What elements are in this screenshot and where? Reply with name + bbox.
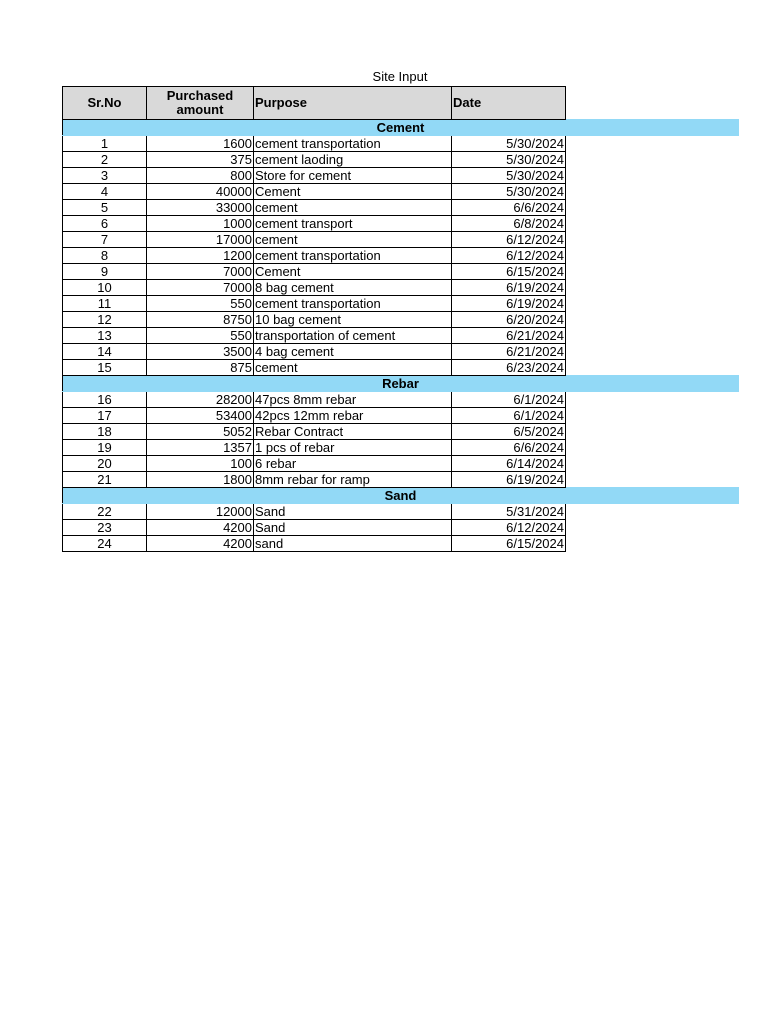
sheet-title: Site Input	[372, 69, 428, 84]
cell-empty[interactable]	[566, 168, 739, 184]
cell-date[interactable]: 6/5/2024	[452, 424, 566, 440]
cell-empty[interactable]	[566, 360, 739, 376]
cell-empty[interactable]	[566, 344, 739, 360]
cell-purpose[interactable]: cement transport	[254, 216, 452, 232]
cell-date[interactable]: 6/21/2024	[452, 328, 566, 344]
cell-srno[interactable]: 1	[63, 136, 147, 152]
table-row	[63, 280, 739, 296]
cell-date[interactable]: 6/1/2024	[452, 408, 566, 424]
cell-purchased-amount[interactable]: 1600	[147, 136, 254, 152]
cell-purchased-amount[interactable]: 8750	[147, 312, 254, 328]
cell-date[interactable]: 5/30/2024	[452, 184, 566, 200]
cell-date[interactable]: 6/15/2024	[452, 264, 566, 280]
cell-empty[interactable]	[566, 280, 739, 296]
cell-purpose[interactable]: Rebar Contract	[254, 424, 452, 440]
cell-empty[interactable]	[566, 536, 739, 552]
header-date-label: Date	[453, 95, 482, 110]
table-row	[63, 296, 739, 312]
cell-purchased-amount[interactable]: 100	[147, 456, 254, 472]
cell-empty[interactable]	[566, 184, 739, 200]
table-row	[63, 328, 739, 344]
table-row	[63, 168, 739, 184]
table-row	[63, 200, 739, 216]
cell-empty[interactable]	[566, 312, 739, 328]
cell-srno[interactable]: 21	[63, 472, 147, 488]
cell-empty[interactable]	[566, 296, 739, 312]
cell-srno[interactable]: 11	[63, 296, 147, 312]
cell-purchased-amount[interactable]: 17000	[147, 232, 254, 248]
cell-purchased-amount[interactable]: 1000	[147, 216, 254, 232]
table-row	[63, 456, 739, 472]
cell-srno[interactable]: 22	[63, 504, 147, 520]
table-row	[63, 248, 739, 264]
cell-date[interactable]: 6/12/2024	[452, 248, 566, 264]
cell-purpose[interactable]: 8 bag cement	[254, 280, 452, 296]
header-amount-line2: amount	[176, 102, 224, 117]
cell-date[interactable]: 5/30/2024	[452, 136, 566, 152]
cell-srno[interactable]: 13	[63, 328, 147, 344]
cell-srno[interactable]: 16	[63, 392, 147, 408]
cell-date[interactable]: 6/6/2024	[452, 440, 566, 456]
cell-purchased-amount[interactable]: 53400	[147, 408, 254, 424]
table-row	[63, 520, 739, 536]
cell-empty[interactable]	[566, 440, 739, 456]
cell-purpose[interactable]: cement	[254, 360, 452, 376]
cell-srno[interactable]: 23	[63, 520, 147, 536]
cell-srno[interactable]: 17	[63, 408, 147, 424]
cell-srno[interactable]: 14	[63, 344, 147, 360]
cell-srno[interactable]: 15	[63, 360, 147, 376]
cell-purchased-amount[interactable]: 28200	[147, 392, 254, 408]
cell-empty[interactable]	[566, 392, 739, 408]
cell-date[interactable]: 6/21/2024	[452, 344, 566, 360]
section-row-rebar	[63, 376, 739, 392]
cell-date[interactable]: 6/19/2024	[452, 472, 566, 488]
cell-purpose[interactable]: cement	[254, 232, 452, 248]
cell-purchased-amount[interactable]: 550	[147, 328, 254, 344]
cell-purchased-amount[interactable]: 3500	[147, 344, 254, 360]
table-row	[63, 504, 739, 520]
cell-srno[interactable]: 2	[63, 152, 147, 168]
cell-purpose[interactable]: 47pcs 8mm rebar	[254, 392, 452, 408]
cell-date[interactable]: 6/19/2024	[452, 280, 566, 296]
cell-purchased-amount[interactable]: 550	[147, 296, 254, 312]
cell-purpose[interactable]: cement transportation	[254, 248, 452, 264]
table-row	[63, 360, 739, 376]
cell-purchased-amount[interactable]: 875	[147, 360, 254, 376]
header-empty-cell[interactable]	[566, 87, 739, 120]
cell-purpose[interactable]: transportation of cement	[254, 328, 452, 344]
header-srno-label: Sr.No	[87, 95, 122, 110]
cell-purchased-amount[interactable]: 800	[147, 168, 254, 184]
cell-srno[interactable]: 4	[63, 184, 147, 200]
table-row	[63, 136, 739, 152]
cell-purpose[interactable]: Store for cement	[254, 168, 452, 184]
header-row	[63, 87, 739, 120]
cell-purchased-amount[interactable]: 40000	[147, 184, 254, 200]
table-row	[63, 216, 739, 232]
cell-empty[interactable]	[566, 136, 739, 152]
table-row	[63, 440, 739, 456]
cell-srno[interactable]: 20	[63, 456, 147, 472]
cell-empty[interactable]	[566, 328, 739, 344]
table-row	[63, 264, 739, 280]
cell-purchased-amount[interactable]: 12000	[147, 504, 254, 520]
cell-purchased-amount[interactable]: 1200	[147, 248, 254, 264]
cell-date[interactable]: 5/31/2024	[452, 504, 566, 520]
section-row-cement	[63, 120, 739, 136]
cell-date[interactable]: 6/19/2024	[452, 296, 566, 312]
cell-purchased-amount[interactable]: 1800	[147, 472, 254, 488]
cell-empty[interactable]	[566, 504, 739, 520]
cell-purpose[interactable]: Cement	[254, 264, 452, 280]
cell-empty[interactable]	[566, 408, 739, 424]
table-row	[63, 536, 739, 552]
cell-srno[interactable]: 7	[63, 232, 147, 248]
cell-purchased-amount[interactable]: 4200	[147, 536, 254, 552]
cell-purpose[interactable]: cement transportation	[254, 296, 452, 312]
cell-empty[interactable]	[566, 200, 739, 216]
cell-purpose[interactable]: cement transportation	[254, 136, 452, 152]
table-body	[63, 120, 739, 552]
header-date[interactable]	[452, 87, 566, 120]
section-row-sand	[63, 488, 739, 504]
header-srno[interactable]	[63, 87, 147, 120]
cell-srno[interactable]: 10	[63, 280, 147, 296]
cell-purpose[interactable]: 1 pcs of rebar	[254, 440, 452, 456]
cell-purpose[interactable]: 10 bag cement	[254, 312, 452, 328]
cell-date[interactable]: 5/30/2024	[452, 168, 566, 184]
cell-purpose[interactable]: cement laoding	[254, 152, 452, 168]
cell-date[interactable]: 6/12/2024	[452, 232, 566, 248]
table-row	[63, 312, 739, 328]
cell-purchased-amount[interactable]: 33000	[147, 200, 254, 216]
table-row	[63, 184, 739, 200]
cell-srno[interactable]: 12	[63, 312, 147, 328]
spreadsheet-table-region	[62, 86, 738, 552]
header-purpose[interactable]	[254, 87, 452, 120]
cell-srno[interactable]: 5	[63, 200, 147, 216]
cell-empty[interactable]	[566, 232, 739, 248]
cell-purpose[interactable]: Sand	[254, 504, 452, 520]
cell-srno[interactable]: 24	[63, 536, 147, 552]
section-label[interactable]: Sand	[63, 488, 739, 504]
table-row	[63, 152, 739, 168]
section-label[interactable]: Rebar	[63, 376, 739, 392]
cell-srno[interactable]: 18	[63, 424, 147, 440]
header-purchased-amount[interactable]	[147, 87, 254, 120]
cell-date[interactable]: 6/1/2024	[452, 392, 566, 408]
header-amount-line1: Purchased	[166, 88, 234, 103]
cell-empty[interactable]	[566, 472, 739, 488]
cell-date[interactable]: 6/20/2024	[452, 312, 566, 328]
cell-empty[interactable]	[566, 248, 739, 264]
cell-purpose[interactable]: sand	[254, 536, 452, 552]
cell-empty[interactable]	[566, 520, 739, 536]
table-row	[63, 344, 739, 360]
cell-purpose[interactable]: 8mm rebar for ramp	[254, 472, 452, 488]
table-row	[63, 408, 739, 424]
cell-date[interactable]: 6/23/2024	[452, 360, 566, 376]
cell-purpose[interactable]: 6 rebar	[254, 456, 452, 472]
header-purpose-label: Purpose	[255, 95, 308, 110]
cell-srno[interactable]: 19	[63, 440, 147, 456]
table-row	[63, 424, 739, 440]
cell-purpose[interactable]: 4 bag cement	[254, 344, 452, 360]
cell-purpose[interactable]: 42pcs 12mm rebar	[254, 408, 452, 424]
cell-purpose[interactable]: cement	[254, 200, 452, 216]
cell-srno[interactable]: 3	[63, 168, 147, 184]
cell-empty[interactable]	[566, 424, 739, 440]
cell-purchased-amount[interactable]: 4200	[147, 520, 254, 536]
cell-date[interactable]: 6/8/2024	[452, 216, 566, 232]
cell-srno[interactable]: 9	[63, 264, 147, 280]
cell-purchased-amount[interactable]: 1357	[147, 440, 254, 456]
cell-date[interactable]: 5/30/2024	[452, 152, 566, 168]
section-label[interactable]: Cement	[63, 120, 739, 136]
table-row	[63, 392, 739, 408]
cell-purchased-amount[interactable]: 7000	[147, 264, 254, 280]
cell-srno[interactable]: 6	[63, 216, 147, 232]
cell-purpose[interactable]: Sand	[254, 520, 452, 536]
cell-date[interactable]: 6/12/2024	[452, 520, 566, 536]
cell-purpose[interactable]: Cement	[254, 184, 452, 200]
cell-empty[interactable]	[566, 264, 739, 280]
cell-purchased-amount[interactable]: 7000	[147, 280, 254, 296]
cell-srno[interactable]: 8	[63, 248, 147, 264]
table-row	[63, 472, 739, 488]
cell-date[interactable]: 6/14/2024	[452, 456, 566, 472]
cell-empty[interactable]	[566, 216, 739, 232]
cell-empty[interactable]	[566, 152, 739, 168]
cell-purchased-amount[interactable]: 5052	[147, 424, 254, 440]
cell-purchased-amount[interactable]: 375	[147, 152, 254, 168]
site-input-table	[62, 86, 739, 552]
cell-empty[interactable]	[566, 456, 739, 472]
table-row	[63, 232, 739, 248]
cell-date[interactable]: 6/15/2024	[452, 536, 566, 552]
cell-date[interactable]: 6/6/2024	[452, 200, 566, 216]
